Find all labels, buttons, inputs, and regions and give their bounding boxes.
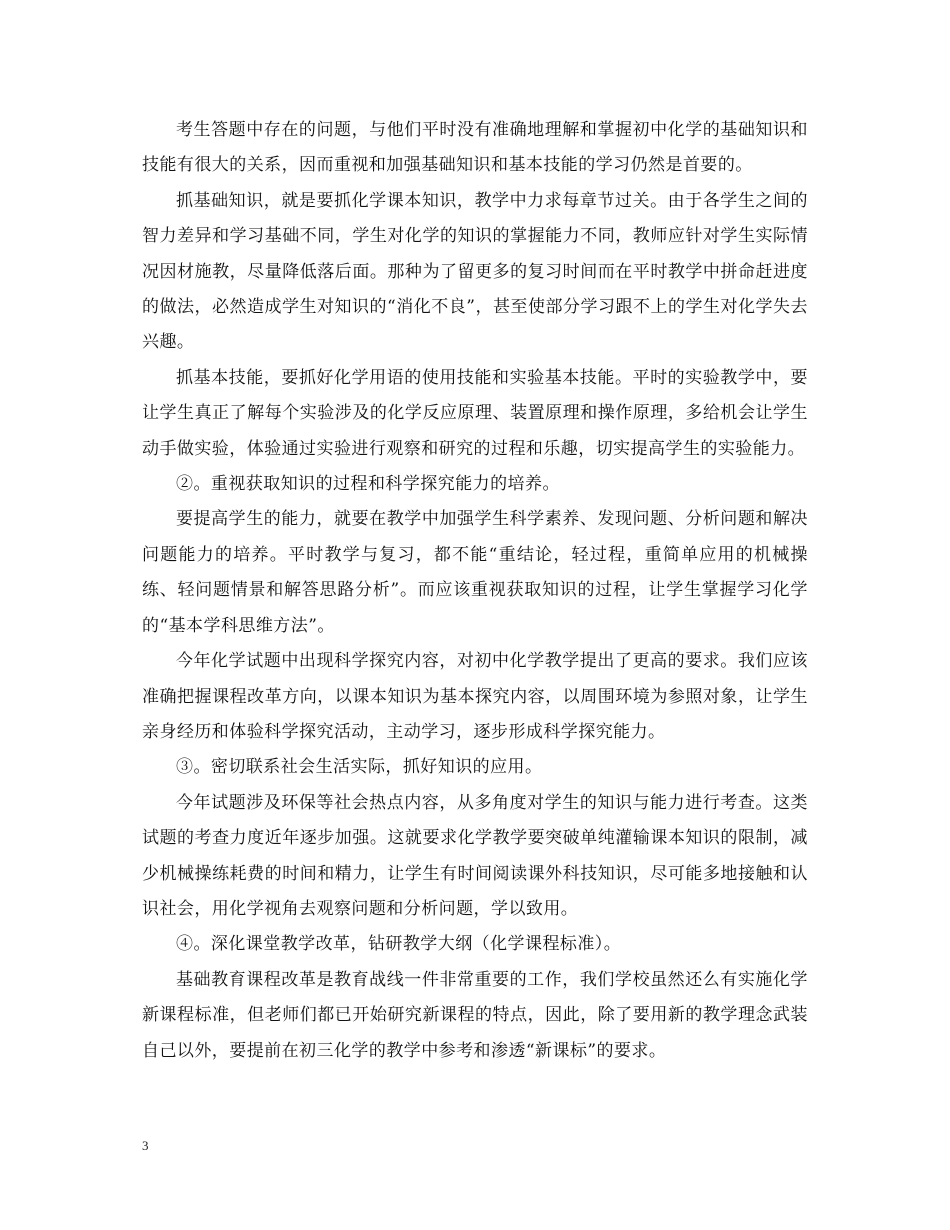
paragraph-5: 要提高学生的能力，就要在教学中加强学生科学素养、发现问题、分析问题和解决问题能力的培养。平时教学与复习，都不能“重结论，轻过程，重简单应用的机械操练、轻问题情景和解答思路分析”。而应该重视获取知识的过程，让学生掌握学习化学的“基本学科思维方法”。 <box>142 509 808 636</box>
paragraph-10: 基础教育课程改革是教育战线一件非常重要的工作，我们学校虽然还么有实施化学新课程标准，但老师们都已开始研究新课程的特点，因此，除了要用新的教学理念武装自己以外，要提前在初三化学的教学中参考和渗透“新课标”的要求。 <box>142 969 808 1061</box>
paragraph-7-heading: ③。密切联系社会生活实际，抓好知识的应用。 <box>176 757 543 778</box>
paragraph-2: 抓基础知识，就是要抓化学课本知识，教学中力求每章节过关。由于各学生之间的智力差异和学习基础不同，学生对化学的知识的掌握能力不同，教师应针对学生实际情况因材施教，尽量降低落后面。那种为了留更多的复习时间而在平时教学中拼命赶进度的做法，必然造成学生对知识的“消化不良”，甚至使部分学习跟不上的学生对化学失去兴趣。 <box>142 190 808 353</box>
paragraph-1: 考生答题中存在的问题，与他们平时没有准确地理解和掌握初中化学的基础知识和技能有很大的关系，因而重视和加强基础知识和基本技能的学习仍然是首要的。 <box>142 120 808 176</box>
paragraph-3: 抓基本技能，要抓好化学用语的使用技能和实验基本技能。平时的实验教学中，要让学生真正了解每个实验涉及的化学反应原理、装置原理和操作原理，多给机会让学生动手做实验，体验通过实验进行观察和研究的过程和乐趣，切实提高学生的实验能力。 <box>142 367 808 459</box>
paragraph-4-heading: ②。重视获取知识的过程和科学探究能力的培养。 <box>176 474 560 495</box>
paragraph-9-heading: ④。深化课堂教学改革，钻研教学大纲（化学课程标准）。 <box>176 934 622 955</box>
paragraph-8: 今年试题涉及环保等社会热点内容，从多角度对学生的知识与能力进行考查。这类试题的考查力度近年逐步加强。这就要求化学教学要突破单纯灌输课本知识的限制，减少机械操练耗费的时间和精力，让学生有时间阅读课外科技知识，尽可能多地接触和认识社会，用化学视角去观察问题和分析问题，学以致用。 <box>142 792 808 919</box>
document-body <box>142 113 808 1069</box>
paragraph-6: 今年化学试题中出现科学探究内容，对初中化学教学提出了更高的要求。我们应该准确把握课程改革方向，以课本知识为基本探究内容，以周围环境为参照对象，让学生亲身经历和体验科学探究活动，主动学习，逐步形成科学探究能力。 <box>142 651 808 742</box>
page-number: 3 <box>142 1138 149 1153</box>
